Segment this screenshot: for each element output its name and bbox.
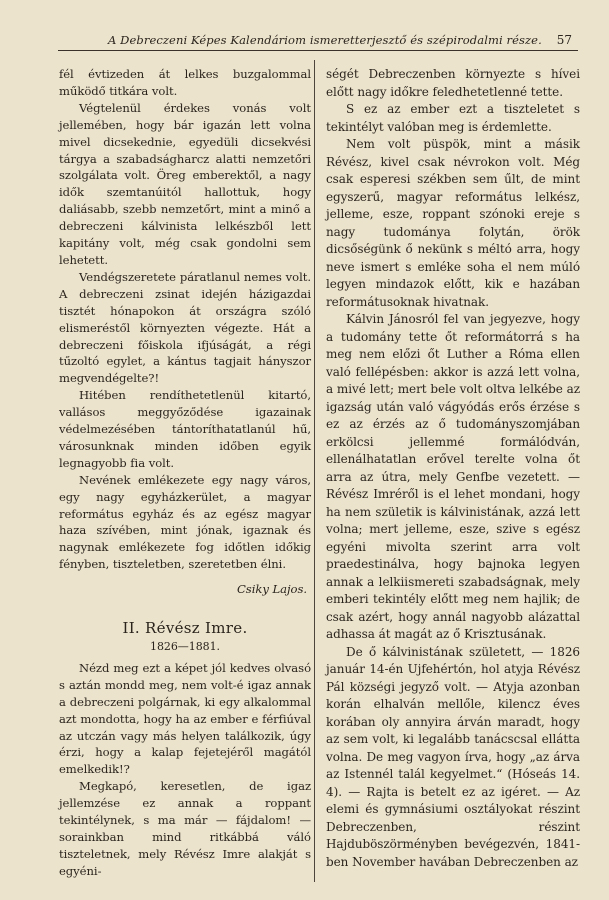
paragraph: S ez az ember ezt a tiszteletet s tekintélyt valóban meg is érdemlette.	[326, 102, 580, 134]
left-column	[59, 66, 311, 880]
paragraph: Hitében rendíthetetlenül kitartó, vallásos meggyőződése igazainak védelmezésében tántoríthatatlanúl hű, városunknak minden időben egyik legnagyobb fia volt.	[59, 388, 311, 470]
paragraph: ségét Debreczenben környezte s hívei előtt nagy időkre feledhetetlenné tette.	[326, 67, 580, 99]
paragraph: De ő kálvinistának született, — 1826 január 14-én Ujfehértón, hol atyja Révész Pál községi jegyző volt. — Atyja azonban korán elhalván mellőle, kilencz éves korában oly annyira árván maradt, hogy az sem volt, ki legalább tanácscsal ellátta volna. De meg vagyon írva, hogy „az árva az Istennél talál kegyelmet.“ (Hóseás 14. 4). — Rajta is betelt ez az igéret. — Az elemi és gymnásiumi osztályokat részint Debreczenben, részint Hajduböszörményben bevégezvén, 1841-ben November havában Debreczenben az	[326, 644, 580, 869]
author-signature: Csiky Lajos.	[236, 582, 307, 597]
page-number: 57	[556, 33, 572, 47]
header-title: A Debreczeni Képes Kalendáriom ismeretterjesztő és szépirodalmi része.	[108, 33, 542, 47]
section-dates: 1826—1881.	[150, 640, 220, 653]
section-title: II. Révész Imre.	[122, 619, 248, 638]
paragraph: Nem volt püspök, mint a másik Révész, kivel csak névrokon volt. Még csak esperesi székben sem űlt, de mint egyszerű, magyar református lelkész, jelleme, esze, roppant szónoki ereje s nagy tudománya folytán, örök dicsőségünk ő nekünk s méltó arra, hogy neve ismert s emléke soha el nem múló legyen mindazok előtt, kik e hazában reformátusoknak hivatnak.	[326, 137, 580, 309]
paragraph: Megkapó, keresetlen, de igaz jellemzése ez annak a roppant tekintélynek, s ma már — fájdalom! — sorainkban mind ritkábbá váló tiszteletnek, mely Révész Imre alakját s egyéni-	[59, 779, 311, 878]
paragraph: Nevének emlékezete egy nagy város, egy nagy egyházkerület, a magyar református egyház és az egész magyar haza szívében, mint jónak, igaznak és nagynak emlékezete fog időtlen időkig fényben, tiszteletben, szeretetben élni.	[59, 472, 311, 572]
right-column	[326, 66, 580, 871]
paragraph: Kálvin Jánosról fel van jegyezve, hogy a tudomány tette őt reformátorrá s ha meg nem előzi őt Luther a Róma ellen való fellépésben: akkor is azzá lett volna, a mivé lett; mert bele volt oltva lelkébe az igazság után való vágyódás erős érzése s ez az érzés az ő tudományszomjában erkölcsi jellemmé formálódván, ellenálhatatlan erővel terelte volna őt arra az útra, mely Genfbe vezetett. — Révész Imréről is el lehet mondani, hogy ha nem születik is kálvinistának, azzá lett volna; mert jelleme, esze, szive s egész egyéni mivolta szerint arra volt praedestinálva, hogy bajnoka legyen annak a lelkiismereti szabadságnak, mely emberi tekintély előtt meg nem hajlik; de csak azért, hogy annál nagyobb alázattal adhassa át magát az ő Krisztusának.	[326, 312, 580, 641]
paragraph: Végtelenül érdekes vonás volt jellemében, hogy bár igazán lett volna mivel dicsekednie, egyedüli dicsekvési tárgya a szabadságharcz alatti nemzetőri szolgálata volt. Öreg emberektől, a nagy idők szemtanúitól hallottuk, hogy daliásabb, szebb nemzetőrt, mint a minő a debreczeni kálvinista lelkészből lett kapitány volt, még csak gondolni sem lehetett.	[59, 100, 311, 267]
paragraph: fél évtizeden át lelkes buzgalommal működő titkára volt.	[59, 67, 311, 98]
column-divider	[314, 60, 315, 882]
paragraph: Vendégszeretete páratlanul nemes volt. A debreczeni zsinat idején házigazdai tisztét hónapokon át országra szóló elismeréstől környezten végezte. Hát a debreczeni főiskola ifjúságát, a régi tűzoltó egylet, a kántus tagjait hányszor megvendégelte?!	[59, 269, 311, 386]
running-header	[58, 30, 578, 51]
paragraph: Nézd meg ezt a képet jól kedves olvasó s aztán mondd meg, nem volt-é igaz annak a debreczeni polgárnak, ki egy alkalommal azt mondotta, hogy ha az ember e férfiúval az utczán vagy más helyen találkozik, úgy érzi, hogy a kalap fejetejéről magától emelkedik!?	[59, 660, 311, 777]
